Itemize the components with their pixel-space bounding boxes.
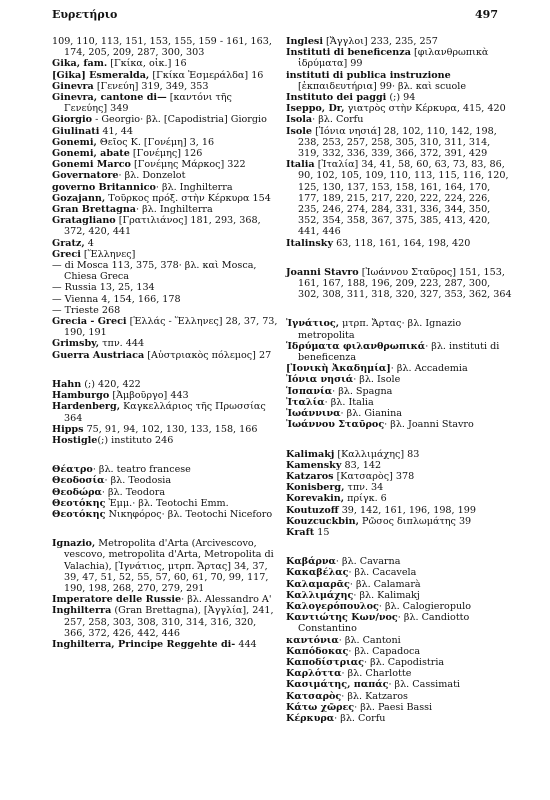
index-entry <box>286 505 512 516</box>
entry-headword: Gozajann, <box>52 192 106 204</box>
section-gap <box>286 249 512 267</box>
entry-headword: Kraft <box>286 526 315 538</box>
index-entry <box>52 424 278 435</box>
entry-headword: [Ἰονικὴ Ἀκαδημία] <box>286 363 391 375</box>
index-entry <box>286 92 512 103</box>
entry-headword: Greci <box>52 248 81 260</box>
entry-headword: Ἰόνια νησιά <box>286 374 354 386</box>
index-entry <box>52 305 278 316</box>
entry-headword: Hipps <box>52 423 84 435</box>
entry-references: [Αὐστριακὸς πόλεμος] 27 <box>144 349 272 361</box>
entry-headword: Kouzcuckbin, <box>286 515 359 527</box>
entry-headword: Hostigle <box>52 434 98 446</box>
entry-references: (;) instituto 246 <box>97 434 174 446</box>
index-entry <box>286 408 512 419</box>
entry-headword: Hahn <box>52 378 82 390</box>
entry-headword: καντόνια <box>286 634 339 646</box>
entry-headword: Κάτω χῶρες <box>286 701 355 713</box>
index-entry <box>286 556 512 567</box>
index-entry <box>286 159 512 237</box>
index-entry <box>286 713 512 724</box>
index-entry <box>286 668 512 679</box>
index-entry <box>286 374 512 385</box>
index-entry <box>52 464 278 475</box>
entry-headword: Καλογερόπουλος <box>286 600 379 612</box>
index-entry <box>52 114 278 125</box>
entry-references: · βλ. Charlotte <box>341 668 412 680</box>
index-entry <box>286 527 512 538</box>
index-entry <box>52 159 278 170</box>
index-entry <box>52 260 278 282</box>
entry-references: Θεῖος Κ. [Γονέμη] 3, 16 <box>96 136 215 148</box>
index-entry <box>52 509 278 520</box>
index-entry <box>286 646 512 657</box>
entry-references: 109, 110, 113, 151, 153, 155, 159 - 161, 163, 174, 205, 209, 287, 300, 303 <box>52 36 272 59</box>
entry-headword: Gran Brettagna <box>52 204 137 216</box>
index-entry <box>286 691 512 702</box>
entry-references: · βλ. Cantoni <box>338 634 401 646</box>
page-number: 497 <box>475 8 498 21</box>
entry-headword: Giulinati <box>52 125 100 137</box>
index-entry <box>286 47 512 69</box>
index-entry <box>52 379 278 390</box>
entry-references: [ἐκπαιδευτήρια] 99· βλ. καὶ scuole <box>298 80 467 92</box>
entry-references: 41, 44 <box>99 125 133 137</box>
index-entry <box>52 193 278 204</box>
index-entry <box>286 386 512 397</box>
entry-references: [Γρατιλιάνος] 181, 293, 368, 372, 420, 441 <box>64 215 261 238</box>
entry-references: · βλ. Corfu <box>334 712 386 724</box>
entry-references: · βλ. Cavarna <box>335 556 401 568</box>
entry-references: Ρῶσος διπλωμάτης 39 <box>358 515 472 527</box>
entry-references: — Trieste 268 <box>52 304 121 316</box>
entry-references: · βλ. Calogieropulo <box>378 600 471 612</box>
entry-references: [Ἕλληνες] <box>80 248 136 260</box>
entry-headword: Kalimakj <box>286 448 335 460</box>
entry-headword: governo Britannico <box>52 181 156 193</box>
index-entry <box>286 516 512 527</box>
entry-headword: Italinsky <box>286 237 334 249</box>
index-entry <box>52 294 278 305</box>
index-entry <box>52 81 278 92</box>
entry-headword: Κασιμάτης, παπάς <box>286 679 389 691</box>
entry-headword: Gika, fam. <box>52 58 108 70</box>
index-entry <box>286 679 512 690</box>
index-entry <box>52 435 278 446</box>
entry-headword: Giorgio <box>52 114 93 126</box>
index-entry <box>286 126 512 160</box>
entry-headword: Θεοτόκης <box>52 497 106 509</box>
index-entry <box>52 92 278 114</box>
entry-references: · βλ. Accademia <box>390 363 468 375</box>
entry-references: · βλ. Teodosia <box>104 475 172 487</box>
entry-headword: Inghilterra <box>52 605 112 617</box>
entry-headword: Gratagliano <box>52 215 116 227</box>
index-entry <box>52 182 278 193</box>
entry-headword: Καποδίστριας <box>286 656 364 668</box>
section-gap <box>52 361 278 379</box>
entry-references: τπν. 444 <box>99 338 145 350</box>
entry-references: - Georgio· βλ. [Capodistria] Giorgio <box>92 114 267 126</box>
entry-headword: Italia <box>286 159 315 171</box>
index-entry <box>52 350 278 361</box>
entry-headword: instituti di publica instruzione <box>286 69 451 81</box>
entry-headword: Καλαμαρᾶς <box>286 578 350 590</box>
index-entry <box>286 590 512 601</box>
index-entry <box>52 594 278 605</box>
index-entry <box>52 36 278 58</box>
index-entry <box>286 493 512 504</box>
index-entry <box>52 390 278 401</box>
entry-references: Ἐμμ.· βλ. Teotochi Emm. <box>105 497 229 509</box>
entry-headword: Θεοδώρα <box>52 486 102 498</box>
entry-references: [Γενεύη] 319, 349, 353 <box>93 80 209 92</box>
entry-references: — Russia 13, 25, 134 <box>52 282 155 294</box>
section-gap <box>52 520 278 538</box>
entry-references: · βλ. Inghilterra <box>155 181 233 193</box>
entry-headword: Θεοτόκης <box>52 508 106 520</box>
entry-headword: Gratz, <box>52 237 85 249</box>
entry-headword: Isole <box>286 125 313 137</box>
entry-references: [Ἰταλία] 34, 41, 58, 60, 63, 73, 83, 86, 90, 102, 105, 109, 110, 113, 115, 116, 120, 125, 130, 137, 153, 158, 161, 164, 170, 177, 189, 215, 217, 220, 222, 224, 226, 235, 246, 274, 284, 331, 336, 344, 350, 352, 354, 358, 367, 375, 385, 413, 420, 441, 446 <box>298 159 509 238</box>
index-entry <box>52 137 278 148</box>
entry-references: μτρπ. Ἄρτας· βλ. Ignazio metropolita <box>298 318 462 341</box>
index-entry <box>286 103 512 114</box>
index-entry <box>52 249 278 260</box>
index-entry <box>286 238 512 249</box>
entry-headword: Ginevra <box>52 80 94 92</box>
entry-headword: Gonemi Marco <box>52 159 131 171</box>
entry-headword: Koutuzoff <box>286 504 339 516</box>
index-entry <box>52 316 278 338</box>
index-entry <box>286 471 512 482</box>
entry-headword: Joanni Stavro <box>286 266 359 278</box>
entry-headword: Καβάρνα <box>286 556 336 568</box>
entry-references: [Ἰόνια νησιά] 28, 102, 110, 142, 198, 238, 253, 257, 258, 305, 310, 311, 314, 319, 332, 336, 339, 366, 372, 391, 429 <box>298 125 497 160</box>
entry-headword: Inglesi <box>286 36 323 47</box>
entry-references: Καγκελλάριος τῆς Πρωσσίας 364 <box>64 401 266 424</box>
index-entry <box>52 204 278 215</box>
entry-headword: Θέατρο <box>52 464 93 476</box>
entry-references: 83, 142 <box>341 459 382 471</box>
entry-references: τπν. 34 <box>344 482 384 494</box>
entry-references: [Ἑλλάς - Ἕλληνες] 28, 37, 73, 190, 191 <box>64 316 278 339</box>
entry-headword: Grimsby, <box>52 338 100 350</box>
entry-headword: Καντιώτης Κων/νος <box>286 612 398 624</box>
entry-headword: Ginevra, cantone di— <box>52 92 167 104</box>
entry-headword: Ἰωάννινα <box>286 408 341 420</box>
entry-headword: Καρλόττα <box>286 668 342 680</box>
index-entry <box>286 567 512 578</box>
entry-references: · βλ. Cacavela <box>348 567 417 579</box>
entry-references: · βλ. Alessandro A' <box>181 594 272 606</box>
index-entry <box>52 148 278 159</box>
index-entry <box>286 114 512 125</box>
entry-references: [Καλλιμάχης] 83 <box>334 448 420 460</box>
entry-headword: Instituti di beneficenza <box>286 47 411 59</box>
index-column-right <box>286 36 512 724</box>
index-entry <box>52 538 278 594</box>
entry-references: 444 <box>235 638 257 650</box>
index-entry <box>286 341 512 363</box>
entry-headword: Iseppo, Dr, <box>286 103 345 115</box>
entry-headword: Κέρκυρα <box>286 712 335 724</box>
entry-references: Τοῦρκος πρόξ. στὴν Κέρκυρα 154 <box>105 192 271 204</box>
entry-headword: Ἰωάννου Σταῦρος <box>286 419 385 431</box>
entry-references: Νικηφόρος· βλ. Teotochi Niceforo <box>105 508 273 520</box>
entry-headword: Κακαβέλας <box>286 567 349 579</box>
index-entry <box>286 702 512 713</box>
entry-headword: Inghilterra, Principe Reggehte di- <box>52 638 236 650</box>
entry-headword: Κατσαρὸς <box>286 690 342 702</box>
section-gap <box>52 446 278 464</box>
section-gap <box>286 431 512 449</box>
index-entry <box>52 487 278 498</box>
entry-references: · βλ. Corfu <box>312 114 364 126</box>
entry-references: (;) 420, 422 <box>81 378 141 390</box>
index-entry <box>52 401 278 423</box>
entry-references: · βλ. Capodistria <box>363 656 445 668</box>
entry-references: 15 <box>314 526 330 538</box>
index-entry <box>52 498 278 509</box>
entry-references: · βλ. Kalimakj <box>353 589 420 601</box>
entry-references: 39, 142, 161, 196, 198, 199 <box>338 504 476 516</box>
entry-references: · βλ. Donzelot <box>118 170 186 182</box>
index-entry <box>286 460 512 471</box>
entry-headword: Imperatore delle Russie <box>52 594 182 606</box>
entry-references: πρίγκ. 6 <box>344 493 387 505</box>
entry-references: Metropolita d'Arta (Arcivescovo, vescovo, metropolita d'Arta, Metropolita di Valachia), [Ἰγνάτιος, μτρπ. Ἄρτας] 34, 37, 39, 47, 51, 52, 55, 57, 60, 61, 70, 99, 117, 190, 198, 268, 270, 279, 291 <box>64 538 274 594</box>
entry-references: [Γκίκα, οἰκ.] 16 <box>107 58 187 70</box>
entry-references: 4 <box>84 237 94 249</box>
index-entry <box>286 449 512 460</box>
index-entry <box>286 635 512 646</box>
entry-references: · βλ. Inghilterra <box>136 204 213 216</box>
entry-headword: Isola <box>286 114 313 126</box>
entry-references: · βλ. Joanni Stavro <box>384 419 474 431</box>
entry-headword: Instituto dei paggi <box>286 92 387 104</box>
entry-references: · βλ. Cassimati <box>388 679 460 691</box>
entry-headword: Hardenberg, <box>52 401 121 413</box>
entry-references: · βλ. Spagna <box>332 385 393 397</box>
index-entry <box>52 639 278 650</box>
index-entry <box>52 338 278 349</box>
entry-headword: Konisberg, <box>286 482 345 494</box>
entry-headword: Gonemi, abate <box>52 148 130 160</box>
entry-references: γιατρὸς στὴν Κέρκυρα, 415, 420 <box>344 103 506 115</box>
entry-headword: Governatore <box>52 170 119 182</box>
entry-headword: Ἱδρύματα φιλανθρωπικά <box>286 340 426 352</box>
entry-references: [Γκίκα Ἐσμεράλδα] 16 <box>149 69 264 81</box>
entry-references: — Vienna 4, 154, 166, 178 <box>52 293 181 305</box>
entry-references: [Ἀμβοῦργο] 443 <box>109 390 189 402</box>
entry-references: · βλ. Gianina <box>340 408 402 420</box>
index-entry <box>52 170 278 181</box>
entry-headword: Hamburgo <box>52 390 110 402</box>
entry-references: [Γονέμης] 126 <box>129 148 203 160</box>
page-header <box>52 8 498 24</box>
entry-references: [Ἄγγλοι] 233, 235, 257 <box>322 36 438 47</box>
entry-references: · βλ. Candiotto Constantino <box>298 612 470 635</box>
index-entry <box>286 657 512 668</box>
entry-references: · βλ. Calamarà <box>349 578 421 590</box>
entry-headword: Guerra Austriaca <box>52 349 145 361</box>
index-entry <box>286 318 512 340</box>
section-gap <box>286 538 512 556</box>
running-title: Ευρετήριο <box>52 8 118 21</box>
entry-headword: Ἱσπανία <box>286 385 333 397</box>
index-entry <box>286 363 512 374</box>
entry-headword: Καπόδοκας <box>286 645 349 657</box>
index-entry <box>286 601 512 612</box>
entry-headword: Ἰταλία <box>286 396 325 408</box>
entry-headword: Θεοδοσία <box>52 475 105 487</box>
entry-references: 63, 118, 161, 164, 198, 420 <box>333 237 471 249</box>
index-entry <box>52 282 278 293</box>
entry-references: · βλ. instituti di beneficenza <box>298 340 500 364</box>
entry-headword: Katzaros <box>286 470 334 482</box>
entry-references: · βλ. Italia <box>324 396 374 408</box>
entry-references: [Ἰωάννου Σταῦρος] 151, 153, 161, 167, 188, 196, 209, 223, 287, 300, 302, 308, 311, 318, 320, 327, 353, 362, 364 <box>298 266 512 301</box>
entry-references: [Γονέμης Μάρκος] 322 <box>130 159 246 171</box>
index-entry <box>286 612 512 634</box>
index-entry <box>286 419 512 430</box>
entry-references: [καντόνι τῆς Γενεύης] 349 <box>64 92 232 115</box>
index-entry <box>52 238 278 249</box>
index-entry <box>286 579 512 590</box>
index-entry <box>286 397 512 408</box>
entry-references: · βλ. Paesi Bassi <box>354 701 433 713</box>
index-entry <box>52 605 278 639</box>
entry-headword: Korevakin, <box>286 493 345 505</box>
entry-references: 75, 91, 94, 102, 130, 133, 158, 166 <box>83 423 258 435</box>
index-entry <box>286 267 512 301</box>
index-entry <box>286 70 512 92</box>
entry-references: (;) 94 <box>386 92 416 104</box>
index-entry <box>286 482 512 493</box>
entry-headword: Grecia - Greci <box>52 316 127 328</box>
entry-references: · βλ. Capadoca <box>348 645 421 657</box>
index-entry <box>286 36 512 47</box>
index-entry <box>52 70 278 81</box>
entry-references: · βλ. Teodora <box>101 486 166 498</box>
entry-references: · βλ. Isole <box>353 374 401 386</box>
entry-headword: Καλλιμάχης <box>286 589 354 601</box>
entry-references: · βλ. Katzaros <box>341 690 408 702</box>
index-entry <box>52 475 278 486</box>
entry-headword: Ἰγνάτιος, <box>286 318 340 330</box>
entry-headword: Ignazio, <box>52 538 96 550</box>
entry-references: — di Mosca 113, 375, 378· βλ. καὶ Mosca, Chiesa Greca <box>52 260 257 283</box>
entry-references: [φιλανθρωπικὰ ἱδρύματα] 99 <box>298 47 489 70</box>
index-entry <box>52 58 278 69</box>
index-entry <box>52 126 278 137</box>
entry-references: (Gran Brettagna), [Ἀγγλία], 241, 257, 258, 303, 308, 310, 314, 316, 320, 366, 372, 426, 442, 446 <box>64 605 274 639</box>
section-gap <box>286 300 512 318</box>
entry-headword: Kamensky <box>286 459 342 471</box>
entry-headword: [Gika] Esmeralda, <box>52 69 150 81</box>
index-column-left <box>52 36 278 650</box>
entry-references: · βλ. teatro francese <box>92 464 191 476</box>
entry-headword: Gonemi, <box>52 136 97 148</box>
entry-references: [Κατσαρὸς] 378 <box>333 470 415 482</box>
index-entry <box>52 215 278 237</box>
